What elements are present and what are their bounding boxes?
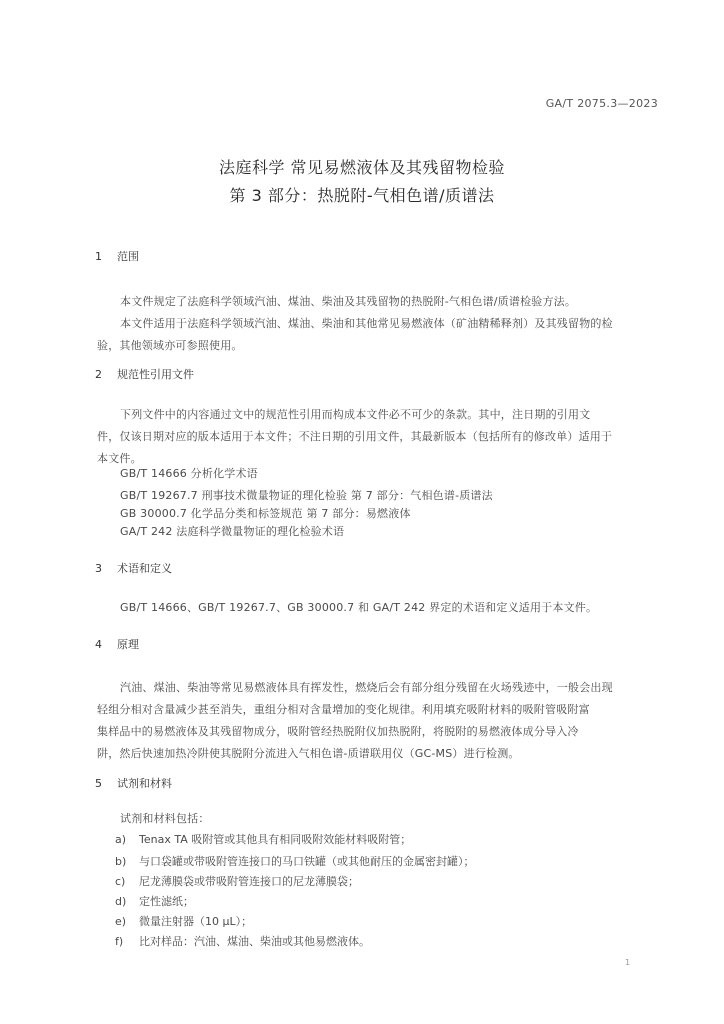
section-1-heading: [95, 248, 139, 264]
paragraph-line: 件，仅该日期对应的版本适用于本文件；不注日期的引用文件，其最新版本（包括所有的修改单）适用于: [97, 430, 613, 443]
list-item: [115, 873, 359, 889]
reference-item: GB/T 19267.7 刑事技术微量物证的理化检验 第 7 部分：气相色谱-质谱法: [120, 489, 493, 502]
section-number: 1: [95, 250, 102, 263]
paragraph-line: 集样品中的易燃液体及其残留物成分，吸附管经热脱附仪加热脱附，将脱附的易燃液体成分导入冷: [97, 725, 579, 738]
section-number: 4: [95, 638, 102, 651]
list-item: [115, 913, 252, 929]
list-item-text: 微量注射器（10 μL）；: [139, 915, 253, 928]
paragraph-line: 本文件规定了法庭科学领域汽油、煤油、柴油及其残留物的热脱附-气相色谱/质谱检验方法。: [120, 295, 577, 308]
reference-item: GA/T 242 法庭科学微量物证的理化检验术语: [120, 525, 345, 538]
list-item-text: 比对样品：汽油、煤油、柴油或其他易燃液体。: [139, 935, 370, 948]
section-4-heading: [95, 636, 139, 652]
list-item: [115, 853, 475, 869]
list-item: [115, 933, 370, 949]
section-title: 范围: [117, 250, 139, 263]
document-subtitle: 第 3 部分：热脱附-气相色谱/质谱法: [229, 186, 495, 205]
list-item-text: Tenax TA 吸附管或其他具有相同吸附效能材料吸附管；: [139, 833, 412, 846]
paragraph-line: GB/T 14666、GB/T 19267.7、GB 30000.7 和 GA/T 242 界定的术语和定义适用于本文件。: [120, 601, 598, 614]
paragraph-line: 验，其他领域亦可参照使用。: [97, 339, 243, 352]
list-item-text: 与口袋罐或带吸附管连接口的马口铁罐（或其他耐压的金属密封罐）；: [139, 855, 475, 868]
section-2-heading: [95, 366, 194, 382]
paragraph-line: 本文件。: [97, 452, 142, 465]
reference-item: GB/T 14666 分析化学术语: [120, 467, 258, 480]
list-item-label: a): [115, 833, 127, 846]
section-number: 3: [95, 562, 102, 575]
paragraph-line: 下列文件中的内容通过文中的规范性引用而构成本文件必不可少的条款。其中，注日期的引用文: [120, 408, 591, 421]
paragraph-line: 汽油、煤油、柴油等常见易燃液体具有挥发性，燃烧后会有部分组分残留在火场残迹中，一般会出现: [120, 681, 613, 694]
section-3-heading: [95, 560, 172, 576]
reference-item: GB 30000.7 化学品分类和标签规范 第 7 部分：易燃液体: [120, 507, 411, 520]
section-number: 5: [95, 777, 102, 790]
list-item: [115, 893, 194, 909]
page-number: 1: [625, 958, 631, 967]
standard-code: GA/T 2075.3—2023: [545, 97, 658, 110]
paragraph-line: 轻组分相对含量减少甚至消失，重组分相对含量增加的变化规律。利用填充吸附材料的吸附管吸附富: [97, 703, 590, 716]
list-item-label: f): [115, 935, 124, 948]
list-item-text: 定性滤纸；: [139, 895, 194, 908]
list-item: [115, 831, 411, 847]
list-item-label: c): [115, 875, 126, 888]
section-title: 原理: [117, 638, 139, 651]
section-title: 术语和定义: [117, 562, 172, 575]
list-item-label: d): [115, 895, 127, 908]
paragraph-line: 试剂和材料包括：: [120, 812, 210, 825]
section-5-heading: [95, 775, 172, 791]
paragraph-line: 阱，然后快速加热冷阱使其脱附分流进入气相色谱-质谱联用仪（GC-MS）进行检测。: [97, 747, 520, 760]
section-number: 2: [95, 368, 102, 381]
section-title: 试剂和材料: [117, 777, 172, 790]
list-item-label: b): [115, 855, 127, 868]
paragraph-line: 本文件适用于法庭科学领域汽油、煤油、柴油和其他常见易燃液体（矿油精稀释剂）及其残留物的检: [120, 317, 613, 330]
document-title: 法庭科学 常见易燃液体及其残留物检验: [218, 158, 506, 177]
list-item-text: 尼龙薄膜袋或带吸附管连接口的尼龙薄膜袋；: [139, 875, 359, 888]
list-item-label: e): [115, 915, 127, 928]
section-title: 规范性引用文件: [117, 368, 194, 381]
